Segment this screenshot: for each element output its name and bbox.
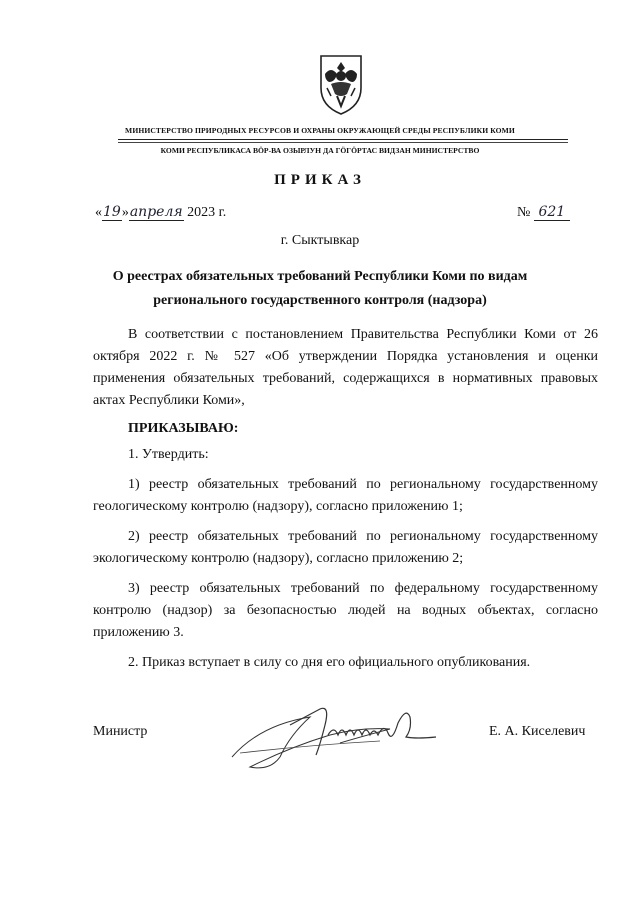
header-divider	[118, 139, 568, 140]
document-title: ПРИКАЗ	[274, 172, 366, 188]
number-value: 621	[534, 204, 570, 221]
handwritten-signature	[220, 695, 490, 775]
order-number	[517, 204, 570, 221]
date-month: апреля	[129, 204, 183, 220]
item-2: 2. Приказ вступает в силу со дня его официального опубликования.	[128, 655, 531, 670]
city-name: г. Сыктывкар	[280, 233, 360, 248]
ministry-name-russian: МИНИСТЕРСТВО ПРИРОДНЫХ РЕСУРСОВ И ОХРАНЫ ОКРУЖАЮЩЕЙ СРЕДЫ РЕСПУБЛИКИ КОМИ	[125, 126, 515, 135]
subject-line-1: О реестрах обязательных требований Республики Коми по видам	[112, 269, 528, 284]
date-year: 2023 г.	[187, 205, 227, 220]
item-1: 1. Утвердить:	[128, 447, 209, 462]
order-body	[93, 324, 598, 674]
item-1-3: 3) реестр обязательных требований по федеральному государственному контролю (надзор) за безопасностью людей на водных объектах, согласно приложению 3.	[93, 581, 598, 640]
ministry-name-komi: КОМИ РЕСПУБЛИКАСА ВӦР-ВА ОЗЫРЛУН ДА ГӦГӦРТАС ВИДЗАН МИНИСТЕРСТВО	[160, 146, 480, 155]
signer-name: Е. А. Киселевич	[489, 724, 586, 739]
item-1-2: 2) реестр обязательных требований по региональному государственному экологическому контролю (надзору), согласно приложению 2;	[93, 529, 598, 566]
number-label: №	[517, 205, 531, 220]
order-subject	[80, 265, 560, 313]
order-date	[95, 204, 226, 221]
header-divider-thin	[118, 142, 568, 143]
signer-position: Министр	[93, 724, 148, 739]
preamble-paragraph: В соответствии с постановлением Правительства Республики Коми от 26 октября 2022 г. № 527 «Об утверждении Порядка установления и оценки применения обязательных требований, содержащихся в нормативных правовых актах Республики Коми»,	[93, 327, 598, 408]
order-directive: ПРИКАЗЫВАЮ:	[128, 421, 239, 436]
subject-line-2: регионального государственного контроля (надзора)	[153, 293, 487, 308]
date-day: 19	[103, 204, 121, 220]
date-close-quote: »	[121, 205, 129, 220]
item-1-1: 1) реестр обязательных требований по региональному государственному геологическому контролю (надзору), согласно приложению 1;	[93, 477, 598, 514]
date-open-quote: «	[95, 205, 102, 220]
coat-of-arms-icon	[317, 52, 365, 116]
